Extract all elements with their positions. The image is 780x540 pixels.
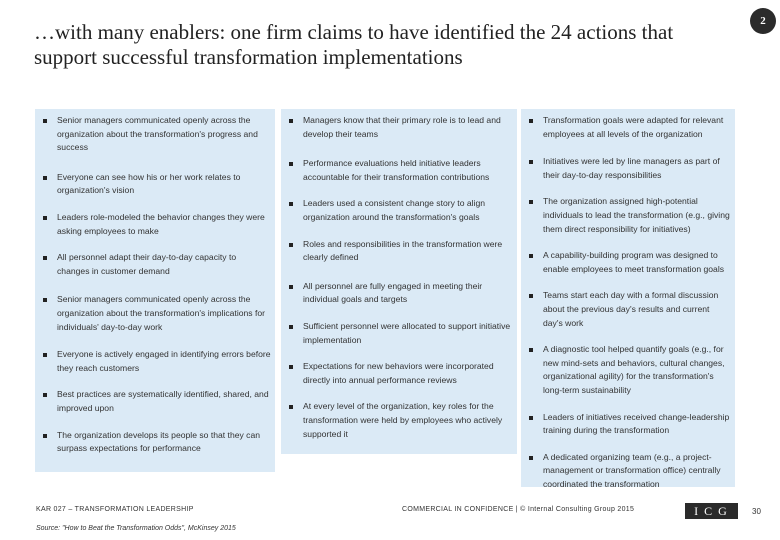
list-item-text: Performance evaluations held initiative leaders accountable for their transformation contributions	[303, 158, 490, 182]
bullet-icon	[43, 176, 47, 180]
list-item	[527, 195, 731, 236]
list-item-text: Leaders role-modeled the behavior changes they were asking employees to make	[57, 211, 265, 236]
list-item-text: A diagnostic tool helped quantify goals (e.g., for new mind-sets and behaviors, cultural changes, organizational agility) for the transformation's long-term sustainability	[543, 344, 725, 395]
list-item-text: Senior managers communicated openly across the organization about the transformation's progress and success	[57, 115, 258, 153]
bullet-icon	[289, 285, 293, 289]
bullet-icon	[529, 456, 533, 460]
list-item-text: Transformation goals were adapted for relevant employees at all levels of the organization	[543, 115, 724, 139]
list-item-text: A dedicated organizing team (e.g., a project-management or transformation office) centrally coordinated the transformation	[543, 451, 721, 489]
list-item	[41, 429, 271, 456]
bullet-icon	[289, 243, 293, 247]
bullet-icon	[529, 160, 533, 164]
bullet-icon	[529, 416, 533, 420]
bullet-icon	[529, 254, 533, 258]
list-item	[41, 388, 271, 415]
list-item-text: At every level of the organization, key roles for the transformation were held by employees who actively supported it	[303, 401, 503, 439]
list-item	[527, 411, 731, 438]
list-item-text: Expectations for new behaviors were incorporated directly into annual performance reviews	[303, 361, 494, 385]
bullet-icon	[43, 434, 47, 438]
list-item	[527, 249, 731, 276]
list-item	[41, 348, 271, 375]
list-item-text: Roles and responsibilities in the transformation were clearly defined	[303, 238, 503, 263]
bullet-icon	[43, 353, 47, 357]
bullet-icon	[529, 200, 533, 204]
list-item	[41, 171, 271, 198]
section-badge: 2	[750, 8, 776, 34]
bullet-icon	[289, 405, 293, 409]
bullet-icon	[43, 393, 47, 397]
list-item-text: The organization assigned high-potential individuals to lead the transformation (e.g., giving them direct responsibility for initiatives)	[543, 196, 730, 234]
bullet-icon	[289, 202, 293, 206]
list-item-text: Best practices are systematically identified, shared, and improved upon	[57, 389, 269, 413]
bullet-icon	[289, 325, 293, 329]
list-item-text: Leaders used a consistent change story to align organization around the transformation's goals	[303, 198, 486, 222]
list-item	[41, 293, 271, 334]
footer-confidential: COMMERCIAL IN CONFIDENCE | © Internal Consulting Group 2015	[402, 506, 635, 513]
bullet-icon	[43, 256, 47, 260]
bullet-icon	[529, 119, 533, 123]
list-item-text: Everyone can see how his or her work relates to organization's vision	[57, 171, 241, 196]
bullet-icon	[43, 119, 47, 123]
list-item-text: Initiatives were led by line managers as part of their day-to-day responsibilities	[543, 156, 720, 180]
bullet-icon	[289, 365, 293, 369]
list-item	[287, 238, 513, 265]
list-item	[527, 451, 731, 492]
bullet-icon	[289, 119, 293, 123]
list-item	[287, 197, 513, 224]
bullet-icon	[289, 162, 293, 166]
list-item-text: A capability-building program was designed to enable employees to meet transformation goals	[543, 250, 725, 274]
list-item	[287, 400, 513, 441]
list-item-text: Everyone is actively engaged in identifying errors before they reach customers	[57, 349, 271, 373]
list-item	[287, 360, 513, 387]
list-item	[41, 114, 271, 155]
list-item	[287, 280, 513, 307]
list-item	[287, 320, 513, 347]
bullet-icon	[529, 294, 533, 298]
bullet-icon	[43, 298, 47, 302]
list-item-text: Sufficient personnel were allocated to support initiative implementation	[303, 320, 511, 345]
list-item	[287, 157, 513, 184]
list-item	[41, 211, 271, 238]
enablers-column-2	[281, 109, 517, 454]
list-item-text: All personnel are fully engaged in meeting their individual goals and targets	[303, 280, 483, 305]
slide-title: …with many enablers: one firm claims to have identified the 24 actions that support successful transformation implementations	[34, 20, 674, 69]
list-item	[527, 343, 731, 397]
enablers-column-1	[35, 109, 275, 472]
list-item	[527, 289, 731, 330]
list-item-text: Managers know that their primary role is to lead and develop their teams	[303, 115, 501, 139]
list-item-text: Leaders of initiatives received change-leadership training during the transformation	[543, 411, 730, 436]
bullet-icon	[43, 216, 47, 220]
list-item-text: Senior managers communicated openly across the organization about the transformation's implications for individuals' day-to-day work	[57, 294, 265, 332]
footer-source: Source: "How to Beat the Transformation Odds", McKinsey 2015	[36, 525, 236, 532]
icg-logo: ICG	[685, 503, 738, 519]
page-number: 30	[752, 507, 761, 516]
list-item	[527, 114, 731, 141]
list-item	[287, 114, 513, 141]
list-item-text: All personnel adapt their day-to-day capacity to changes in customer demand	[57, 252, 237, 276]
bullet-icon	[529, 348, 533, 352]
enablers-column-3	[521, 109, 735, 487]
list-item-text: The organization develops its people so that they can surpass expectations for performance	[57, 429, 261, 454]
footer-course-label: KAR 027 – TRANSFORMATION LEADERSHIP	[36, 506, 194, 513]
list-item	[527, 155, 731, 182]
list-item-text: Teams start each day with a formal discussion about the previous day's results and current day's work	[543, 290, 719, 328]
list-item	[41, 251, 271, 278]
